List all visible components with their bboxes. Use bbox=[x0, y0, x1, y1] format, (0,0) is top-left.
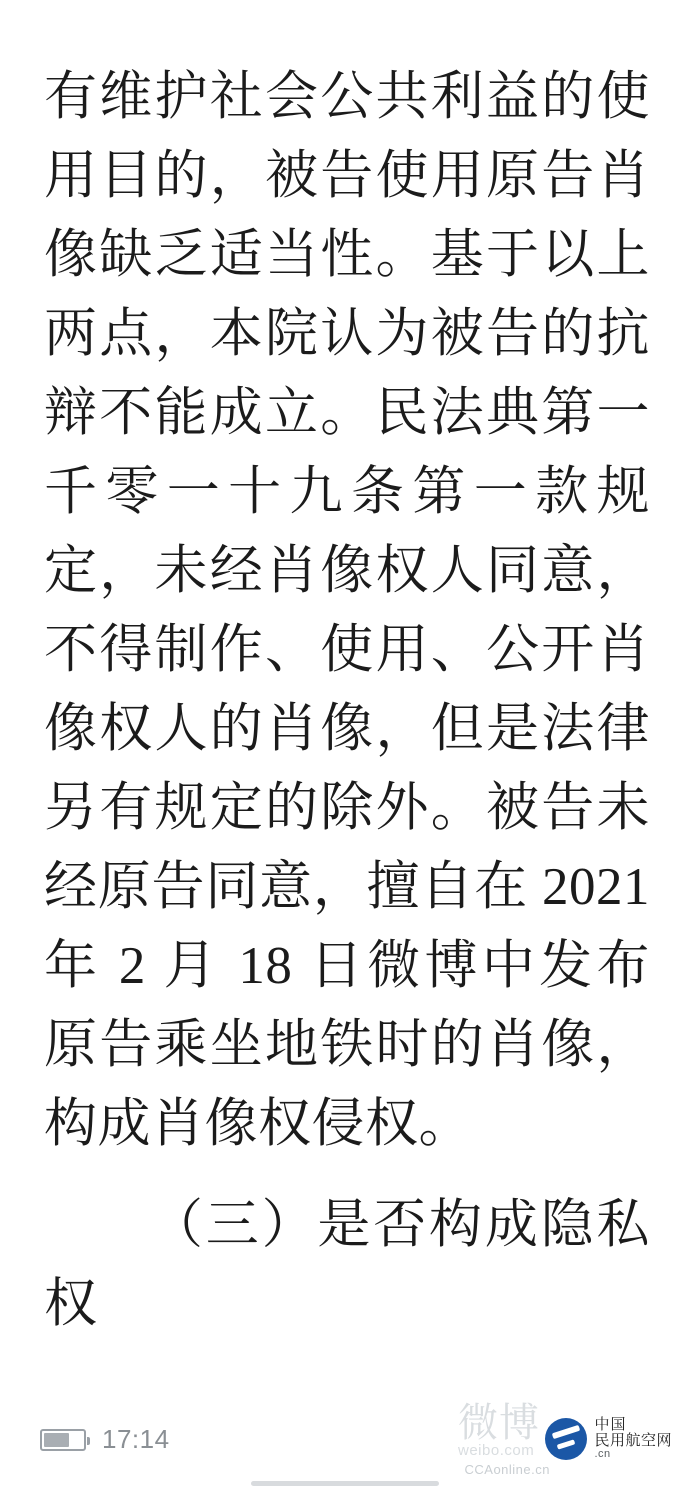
airplane-logo-icon bbox=[545, 1418, 587, 1460]
site-logo-text bbox=[594, 1417, 672, 1461]
site-logo bbox=[545, 1417, 672, 1461]
paragraph-main: 有维护社会公共利益的使用目的，被告使用原告肖像缺乏适当性。基于以上两点，本院认为被告的抗辩不能成立。民法典第一千零一十九条第一款规定，未经肖像权人同意，不得制作、使用、公开肖像权人的肖像，但是法律另有规定的除外。被告未经原告同意，擅自在 2021 年 2 月 18 日微博中发布原告乘坐地铁时的肖像，构成肖像权侵权。 bbox=[44, 68, 664, 1153]
status-clock: 17:14 bbox=[102, 1424, 170, 1454]
site-logo-line1: 中国 bbox=[594, 1415, 627, 1433]
site-logo-line3: .cn bbox=[594, 1448, 611, 1461]
home-indicator[interactable] bbox=[251, 1481, 439, 1486]
battery-icon bbox=[40, 1429, 86, 1451]
weibo-watermark bbox=[458, 1391, 540, 1459]
site-watermark: CCAonline.cn bbox=[464, 1462, 550, 1477]
document-body bbox=[0, 58, 690, 1344]
site-logo-line2: 民用航空网 bbox=[594, 1431, 672, 1449]
battery-fill bbox=[44, 1433, 69, 1447]
status-bar bbox=[0, 1403, 690, 1495]
weibo-watermark-text: 微博 bbox=[458, 1401, 540, 1445]
paragraph-heading-section-three: （三）是否构成隐私权 bbox=[44, 1196, 650, 1333]
weibo-watermark-subtext: weibo.com bbox=[458, 1442, 535, 1459]
